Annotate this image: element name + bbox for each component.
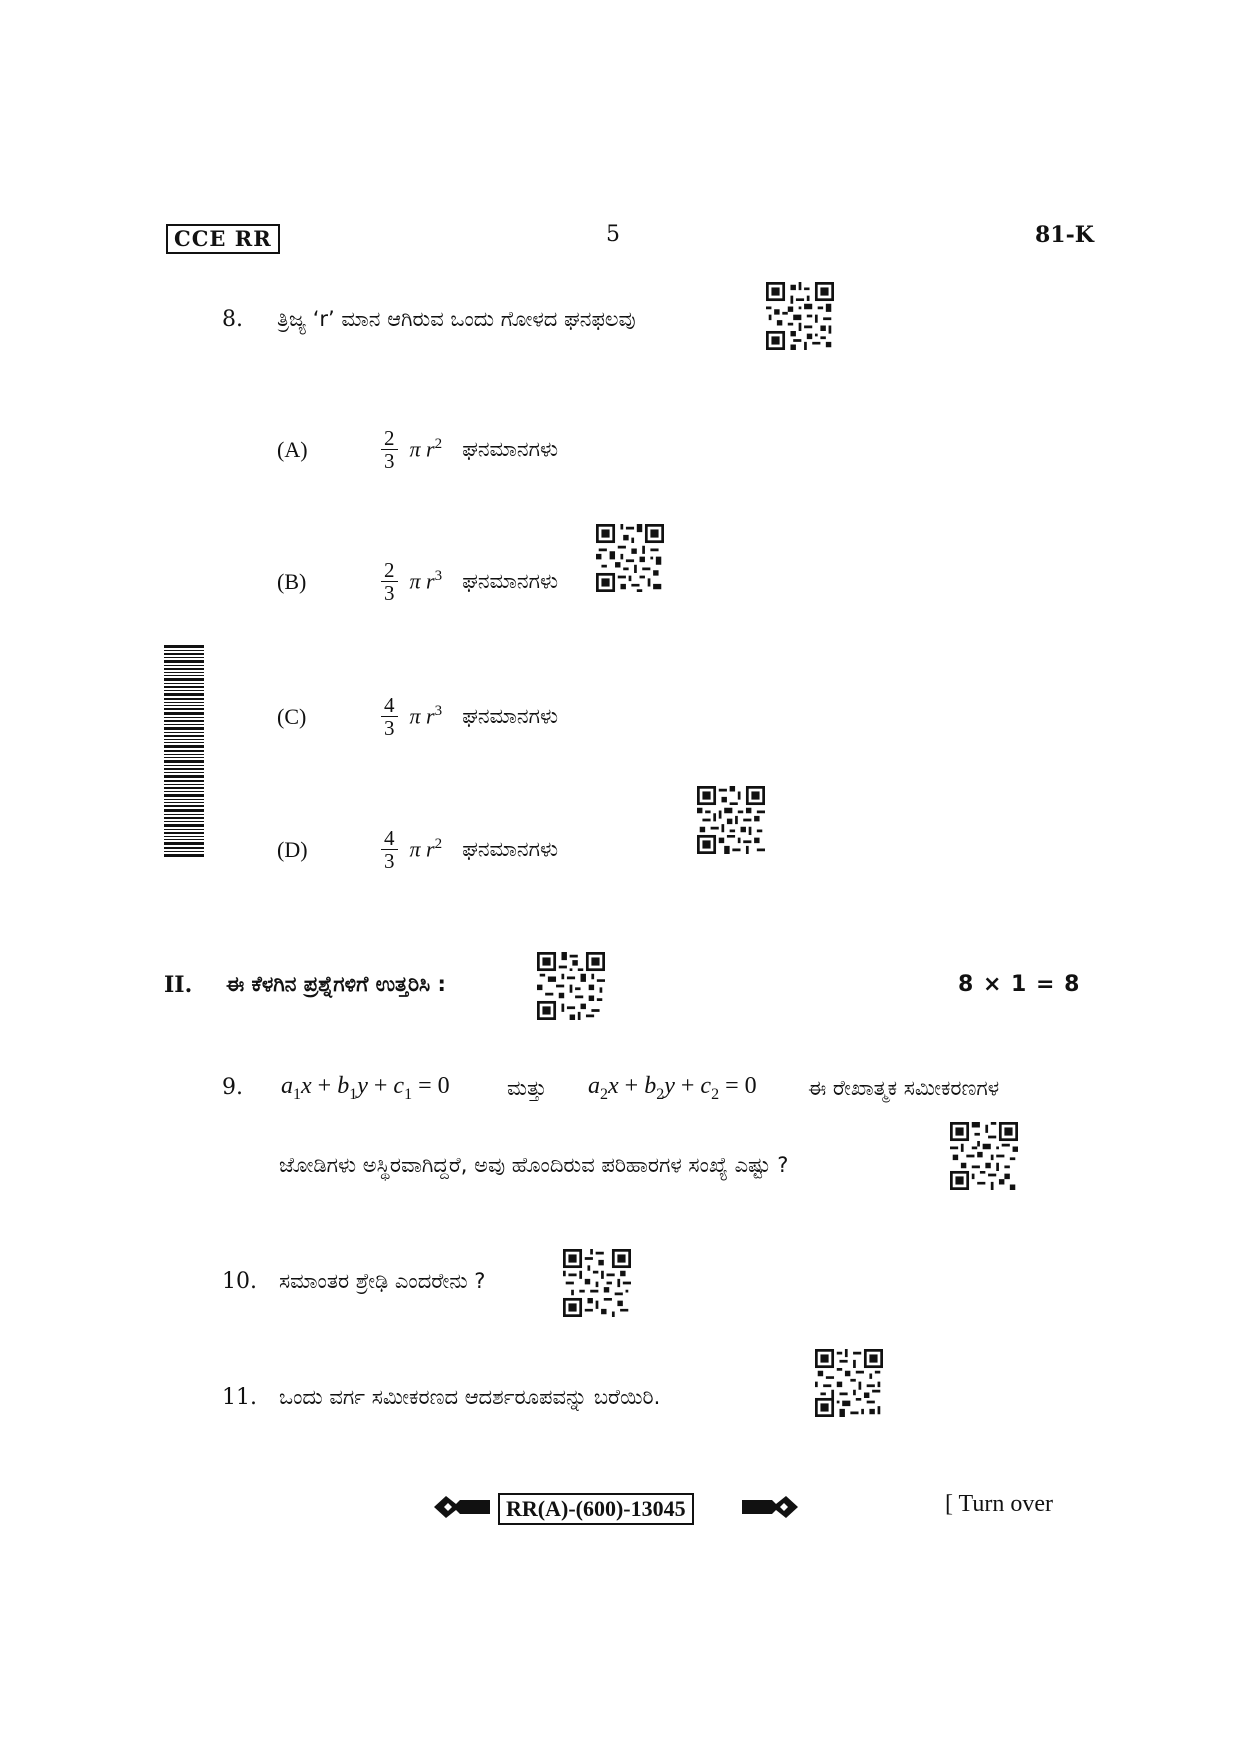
q10-number: 10. <box>222 1269 257 1294</box>
q9-text-tail: ಈ ರೇಖಾತ್ಮಕ ಸಮೀಕರಣಗಳ <box>808 1076 1000 1100</box>
ornament-left-icon <box>432 1492 492 1522</box>
header-left-box: CCE RR <box>166 224 280 254</box>
qr-code-icon <box>537 952 605 1020</box>
qr-code-icon <box>950 1122 1018 1190</box>
footer-code: RR(A)-(600)-13045 <box>498 1493 694 1525</box>
option-unit: ಘನಮಾನಗಳು <box>462 704 559 728</box>
option-label: (A) <box>277 436 308 462</box>
qr-code-icon <box>815 1349 883 1417</box>
q11-text: ಒಂದು ವರ್ಗ ಸಮೀಕರಣದ ಆದರ್ಶರೂಪವನ್ನು ಬರೆಯಿರಿ. <box>279 1385 661 1409</box>
option-unit: ಘನಮಾನಗಳು <box>462 569 559 593</box>
option-label: (B) <box>277 568 307 594</box>
q8-option-d[interactable] <box>277 827 558 872</box>
fraction: $\frac{4}{3}$ <box>381 827 398 872</box>
qr-code-icon <box>596 524 664 592</box>
q8-option-a[interactable] <box>277 427 558 472</box>
q9-equation-1: $a_1x + b_1y + c_1 = 0$ <box>281 1073 450 1103</box>
q9-number: 9. <box>222 1075 243 1100</box>
q8-number: 8. <box>222 307 243 332</box>
expression: π $r^2$ <box>409 836 443 862</box>
q9-equation-2: $a_2x + b_2y + c_2 = 0$ <box>588 1073 757 1103</box>
q9-connector: ಮತ್ತು <box>507 1076 547 1100</box>
expression: π $r^3$ <box>409 568 443 594</box>
section-title: ಈ ಕೆಳಗಿನ ಪ್ರಶ್ನೆಗಳಿಗೆ ಉತ್ತರಿಸಿ : <box>226 972 446 996</box>
paper-code: 81-K <box>1035 222 1094 248</box>
fraction: $\frac{4}{3}$ <box>381 694 398 739</box>
turn-over-label: [ Turn over <box>945 1491 1054 1517</box>
expression: π $r^2$ <box>409 436 443 462</box>
q8-option-c[interactable] <box>277 694 558 739</box>
q8-text: ತ್ರಿಜ್ಯ ‘r’ ಮಾನ ಆಗಿರುವ ಒಂದು ಗೋಳದ ಘನಫಲವು <box>277 307 636 331</box>
option-unit: ಘನಮಾನಗಳು <box>462 437 559 461</box>
ornament-right-icon <box>740 1492 800 1522</box>
option-label: (D) <box>277 836 308 862</box>
expression: π $r^3$ <box>409 703 443 729</box>
barcode-icon <box>164 645 204 858</box>
option-label: (C) <box>277 703 307 729</box>
qr-code-icon <box>766 282 834 350</box>
qr-code-icon <box>697 786 765 854</box>
fraction: $\frac{2}{3}$ <box>381 427 398 472</box>
q10-text: ಸಮಾಂತರ ಶ್ರೇಢಿ ಎಂದರೇನು ? <box>279 1269 486 1293</box>
option-unit: ಘನಮಾನಗಳು <box>462 837 559 861</box>
qr-code-icon <box>563 1249 631 1317</box>
q9-text-line2: ಜೋಡಿಗಳು ಅಸ್ಥಿರವಾಗಿದ್ದರೆ, ಅವು ಹೊಂದಿರುವ ಪರಿಹಾರಗಳ ಸಂಖ್ಯೆ ಎಷ್ಟು ? <box>279 1153 789 1177</box>
section-number: II. <box>164 972 193 998</box>
q8-option-b[interactable] <box>277 559 558 604</box>
page-number: 5 <box>606 222 620 247</box>
q11-number: 11. <box>222 1385 257 1410</box>
section-marks: 8 × 1 = 8 <box>958 972 1081 997</box>
fraction: $\frac{2}{3}$ <box>381 559 398 604</box>
